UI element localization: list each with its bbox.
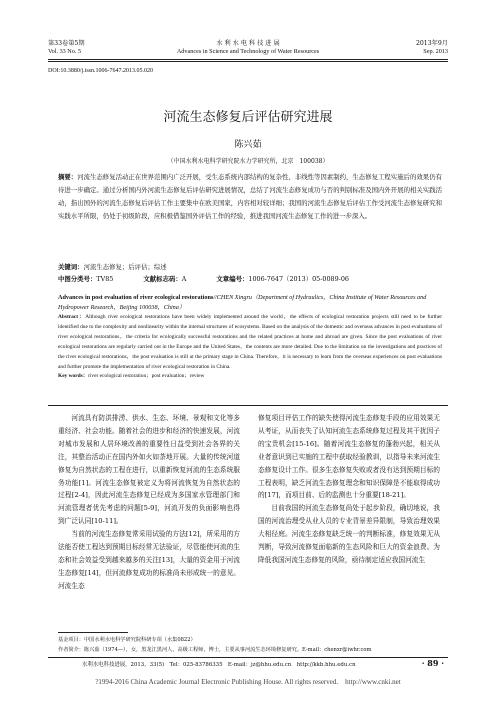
english-keywords-text: river ecological restoration；post evaluation；review xyxy=(88,373,205,380)
copyright-watermark: ?1994-2016 China Academic Journal Electronic Publishing House. All rights reserved. http://www.cnki.net xyxy=(95,678,401,686)
header-rule-thin xyxy=(48,61,448,62)
paper-title: 河流生态修复后评估研究进展 xyxy=(163,110,333,125)
footer-rule xyxy=(48,657,448,658)
header-journal-en: Advances in Science and Technology of Water Resources xyxy=(176,48,320,55)
header-journal-cn: 水 利 水 电 科 技 进 展 xyxy=(216,40,280,47)
body-paragraph: 修复项目评估工作的缺失使得河流生态修复手段的应用效果无从考证，从而丧失了认知河流生态系统修复过程及其干扰因子的宝贵机会[15-16]。随着河流生态修复的蓬勃兴起，相关从业者意识到已实施的工程中获取经验教训，以指导未来河流生态修复设计工作。很多生态修复失败或者没有达到预期目标的工程表明，缺乏河流生态修复理念和知识保障是不能取得成功的[17]，而项目前、后的监测也十分重要[18-21]。 xyxy=(258,414,440,500)
footnote-rule xyxy=(58,632,128,633)
author: 陈兴茹 xyxy=(234,140,262,150)
footnote-fund: 基金项目：中国水利水电科学研究院科研专项（水集0822） xyxy=(58,637,196,643)
keywords-cn xyxy=(58,262,167,271)
english-abstract-label: Abstract： xyxy=(58,314,86,320)
body-left-column xyxy=(58,412,240,593)
clc-label: 中图分类号： xyxy=(58,275,97,283)
header-volume-cn: 第33卷第5期 xyxy=(48,40,85,47)
header-date-en: Sep. 2013 xyxy=(423,48,448,55)
header-volume-en: Vol. 33 No. 5 xyxy=(48,48,82,55)
body-paragraph: 当前的河流生态修复常采用试验的方法[12]，所采用的方法能否使工程达到预期目标经常无法验证，尽管能使河流的生态和社会效益受到越来越多的关注[13]，大量的资金用于河流生态修复[14]，但河流修复成功的标准尚未形成统一的意见。河流生态 xyxy=(58,530,240,590)
article-number-label: 文章编号： xyxy=(216,275,249,283)
english-abstract-text: Although river ecological restorations have been widely implemented around the world，the effects of ecological restoration projects still need to be further identified due to the complexity and nonlinearity within the internal structures of ecosystems. Based on the analysis of the domestic and overseas advances in post evaluations of river ecological restorations，the criteria for ecologically successful restorations and the related practices at home and abroad are given. Since the post evaluations of river ecological restorations are regularly carried out in the Europe and the United States，the contents are more detailed. Due to the limitation on the investigations and practices of the river ecological restorations，the post evaluation is still at the primary stage in China. Therefore，it is necessary to learn from the overseas experiences on post evaluations and further promote the implementation of river ecological restoration in China. xyxy=(58,314,443,370)
clc-value: TV85 xyxy=(96,275,114,283)
english-abstract xyxy=(58,313,442,382)
footnote-author-bio: 作者简介：陈兴茹（1974—），女，黑龙江黑河人，高级工程师，博士，主要从事河流生态环境修复研究。E-mail：chenxr@iwhr.com xyxy=(58,647,372,653)
doc-code-label: 文献标志码： xyxy=(143,275,182,283)
english-title: Advances in post evaluation of river ecological restorations xyxy=(58,294,214,301)
abstract-cn-text: 河流生态修复活动正在世界范围内广泛开展，受生态系统内部结构的复杂性、非线性等因素制约，生态修复工程实施后的效果仍有待进一步确定。通过分析国内外河流生态修复后评估研究进展情况，总结了河流生态修复成功与否的判别标准及国内外开展的相关实践活动，指出国外的河流生态修复后评估工作主要集中在欧美国家，内容相对较详细；我国的河流生态修复后评估工作受河流生态修复研究和实践水平所限，仍处于初级阶段，应积极借鉴国外评估工作的经验，推进我国河流生态修复工作的进一步深入。 xyxy=(58,173,443,221)
classification-line xyxy=(58,274,349,283)
header-date-cn: 2013年9月 xyxy=(415,40,448,47)
abstract-divider xyxy=(48,405,448,406)
affiliation: （中国水利水电科学研究院水力学研究所，北京 100038） xyxy=(167,158,329,165)
doc-code-value: A xyxy=(181,275,187,283)
body-right-column xyxy=(258,412,440,567)
abstract-cn-label: 摘要： xyxy=(58,173,78,181)
header-rule xyxy=(48,59,448,60)
keywords-cn-label: 关键词： xyxy=(58,263,84,271)
english-author: //CHEN Xingru（Department of Hydraulics，China Institute of Water Resources and Hydropower Research，Beijing 100038，China） xyxy=(58,294,427,311)
page-number: · 89 · xyxy=(421,658,444,668)
keywords-cn-text: 河流生态修复；后评估；综述 xyxy=(83,263,167,271)
article-number-value: 1006-7647（2013）05-0089-06 xyxy=(248,275,349,283)
footer-journal-info: 水利水电科技进展，2013，33(5) Tel：025-83786335 E-mail：jz@hhu.edu.cn http://kkb.hhu.edu.cn xyxy=(82,662,356,668)
english-title-block xyxy=(58,293,442,312)
abstract-cn xyxy=(58,171,442,223)
english-keywords-label: Key words： xyxy=(58,373,89,380)
doi: DOI:10.3880/j.issn.1006-7647.2013.05.020 xyxy=(48,68,153,74)
body-paragraph: 河流具有防洪排涝、供水、生态、环境、景观和文化等多重经济、社会功能。随着社会的进步和经济的快速发展，河流对城市发展和人居环境改善的重要性日益受到社会各界的关注，其整治活动正在国内外如火如荼地开展。大量的传统河道修复为自然状态的工程在进行，以重新恢复河流的生态系统服务功能[1]。河流生态修复被定义为将河流恢复为自然状态的过程[2-4]，因此河流生态修复已经成为多国家水管理部门和河流管理者优先考虑的问题[5-9]，河流开发的负面影响也得到广泛认同[10-11]。 xyxy=(58,414,240,526)
body-paragraph: 目前我国的河流生态修复尚处于起步阶段，确切地说，我国的河流治理受从业人员的专业背景差异限制，导致治理效果大相径庭。河流生态修复缺乏统一的判断标准，修复效果无从判断，导致河流修复面临新的生态风险和巨大的资金浪费。为降低我国河流生态修复的风险，亟待制定适应我国河流生 xyxy=(258,504,440,564)
